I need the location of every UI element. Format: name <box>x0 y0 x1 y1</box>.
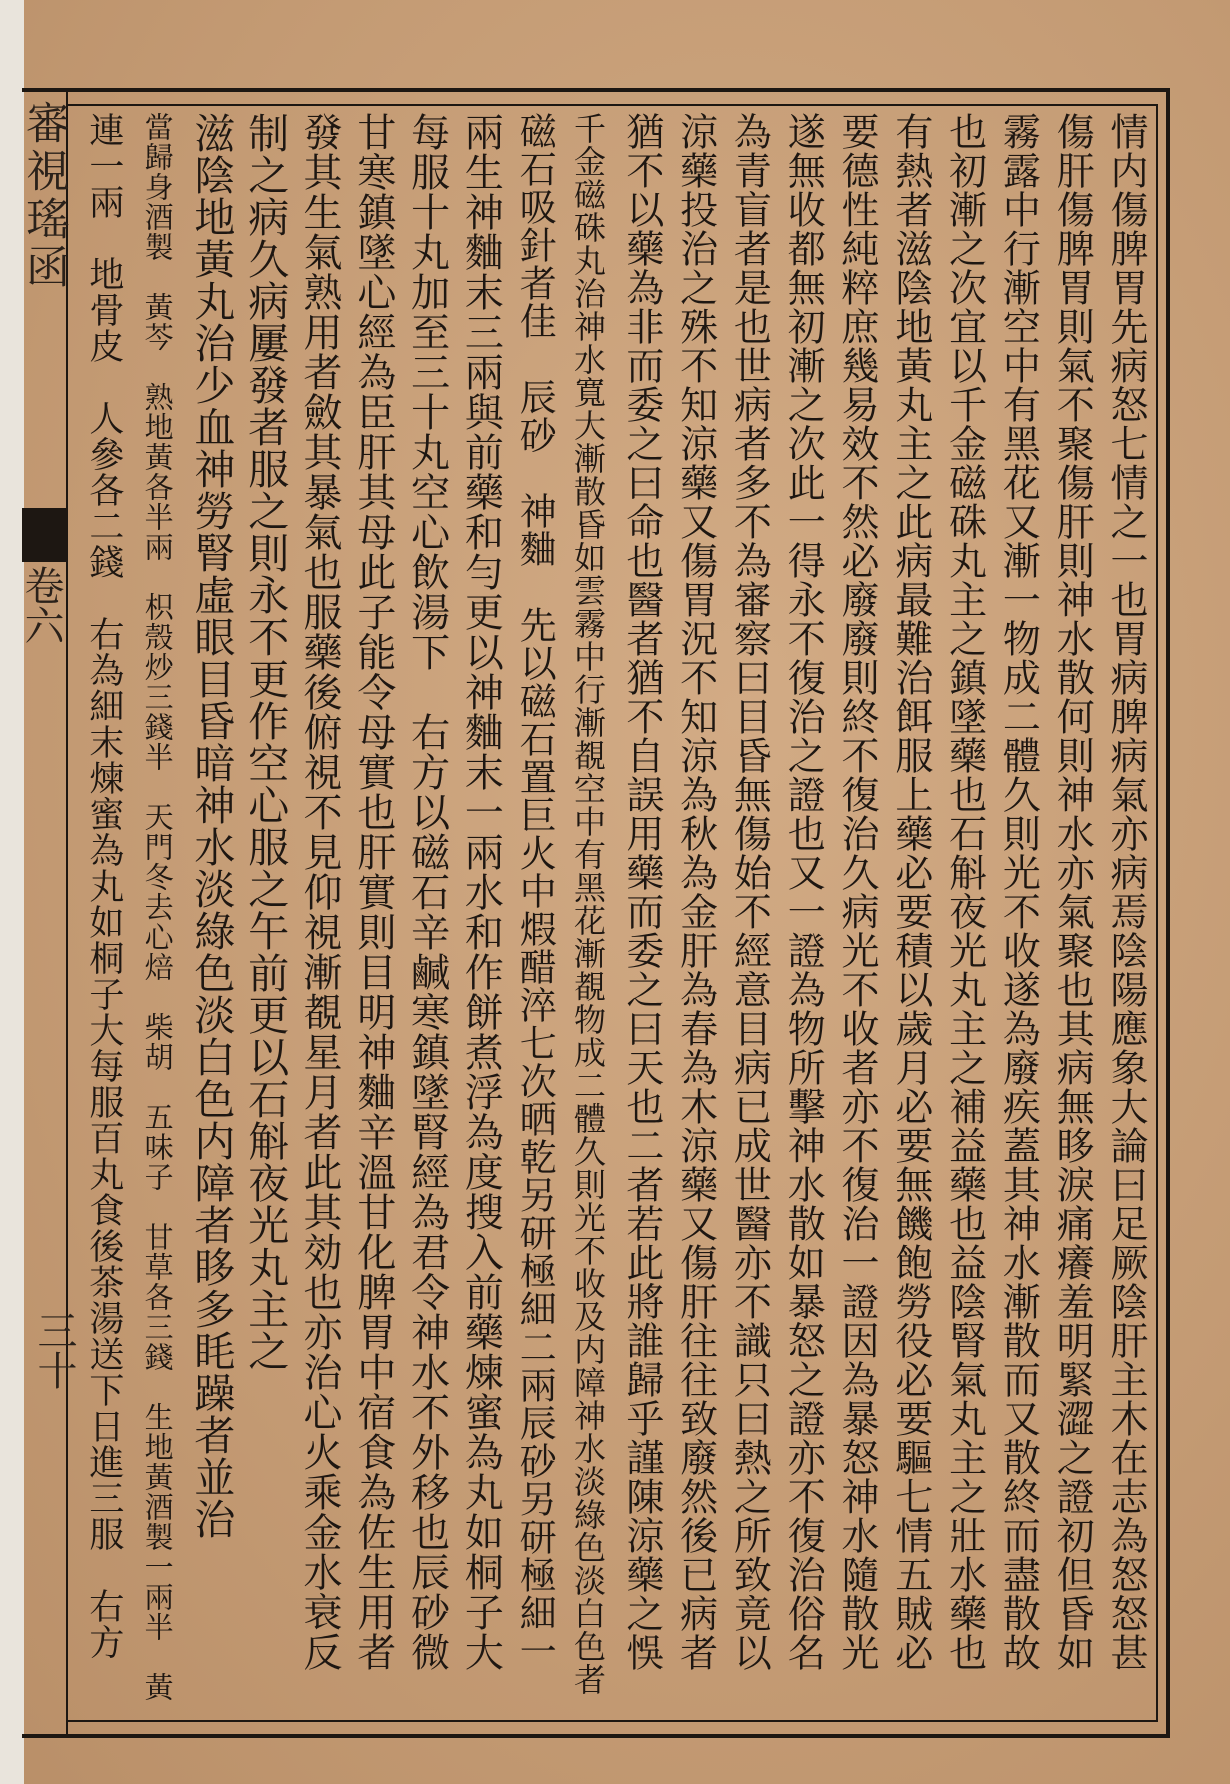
text-column: 猶不以藥為非而委之曰命也醫者猶不自誤用藥而委之曰天也二者若此將誰歸乎謹陳涼藥之悞 <box>619 112 664 1672</box>
text-column: 兩生神麯末三兩與前藥和勻更以神麯末一兩水和作餅煮浮為度搜入前藥煉蜜為丸如桐子大 <box>458 112 504 1672</box>
text-column: 也初漸之次宜以千金磁硃丸主之鎮墜藥也石斛夜光丸主之補益藥也益陰腎氣丸主之壯水藥也 <box>942 112 987 1672</box>
fish-tail-mark <box>22 508 66 562</box>
spine-volume: 卷六 <box>18 565 64 645</box>
text-column: 當歸身酒製 黃芩 熟地黃各半兩 枳殼炒三錢半 天門冬去心焙 柴胡 五味子 甘草各三錢 生地黃酒製一兩半 黃 <box>140 112 175 1702</box>
text-column: 有熱者滋陰地黃丸主之此病最難治餌服上藥必要積以歲月必要無饑飽勞役必要驅七情五賊必 <box>888 112 933 1672</box>
text-column: 發其生氣熟用者斂其暴氣也服藥後俯視不見仰視漸覩星月者此其効也亦治心火乘金水衰反 <box>297 112 342 1672</box>
text-column: 連一兩 地骨皮 人參各二錢 右為細末煉蜜為丸如桐子大每服百丸食後茶湯送下日進三服 右方 <box>83 112 124 1660</box>
text-column: 為青盲者是也世病者多不為審察曰目昏無傷始不經意目病已成世醫亦不識只曰熱之所致竟以 <box>727 112 772 1672</box>
text-column: 甘寒鎮墜心經為臣肝其母此子能令母實也肝實則目明神麯辛溫甘化脾胃中宿食為佐生用者 <box>350 112 396 1672</box>
text-column: 千金磁硃丸治神水寬大漸散昏如雲霧中行漸覩空中有黑花漸覩物成二體久則光不收及内障神水淡綠色淡白色者 <box>569 112 607 1696</box>
text-column: 傷肝傷脾胃則氣不聚傷肝則神水散何則神水亦氣聚也其病無眵淚痛癢羞明緊澀之證初但昏如 <box>1050 112 1095 1672</box>
main-text <box>74 112 1150 1712</box>
spine-page-number: 三十 <box>31 1310 77 1390</box>
text-column: 遂無收都無初漸之次此一得永不復治之證也又一證為物所擊神水散如暴怒之證亦不復治俗名 <box>781 112 826 1672</box>
text-column: 制之病久病屢發者服之則永不更作空心服之午前更以石斛夜光丸主之 <box>241 112 290 1372</box>
text-column: 情内傷脾胃先病怒七情之一也胃病脾病氣亦病焉陰陽應象大論曰足厥陰肝主木在志為怒怒甚 <box>1104 112 1148 1672</box>
text-column: 霧露中行漸空中有黑花又漸一物成二體久則光不收遂為廢疾蓋其神水漸散而又散終而盡散故 <box>996 112 1041 1672</box>
spine-divider <box>48 92 68 1738</box>
text-column: 每服十丸加至三十丸空心飲湯下 右方以磁石辛鹹寒鎮墜腎經為君令神水不外移也辰砂微 <box>404 112 450 1672</box>
text-column: 滋陰地黃丸治少血神勞腎虛眼目昏暗神水淡綠色淡白色内障者眵多眊躁者並治 <box>187 112 236 1540</box>
text-column: 要德性純粹庶幾易效不然必廢廢則終不復治久病光不收者亦不復治一證因為暴怒神水隨散光 <box>835 112 879 1672</box>
text-column: 磁石吸針者佳 辰砂 神麯 先以磁石置巨火中煆醋淬七次晒乾另研極細二兩辰砂另研極細一 <box>513 112 557 1670</box>
spine-title: 審視瑤函 <box>18 100 69 292</box>
text-column: 涼藥投治之殊不知涼藥又傷胃況不知涼為秋為金肝為春為木涼藥又傷肝往往致廢然後已病者 <box>673 112 718 1672</box>
